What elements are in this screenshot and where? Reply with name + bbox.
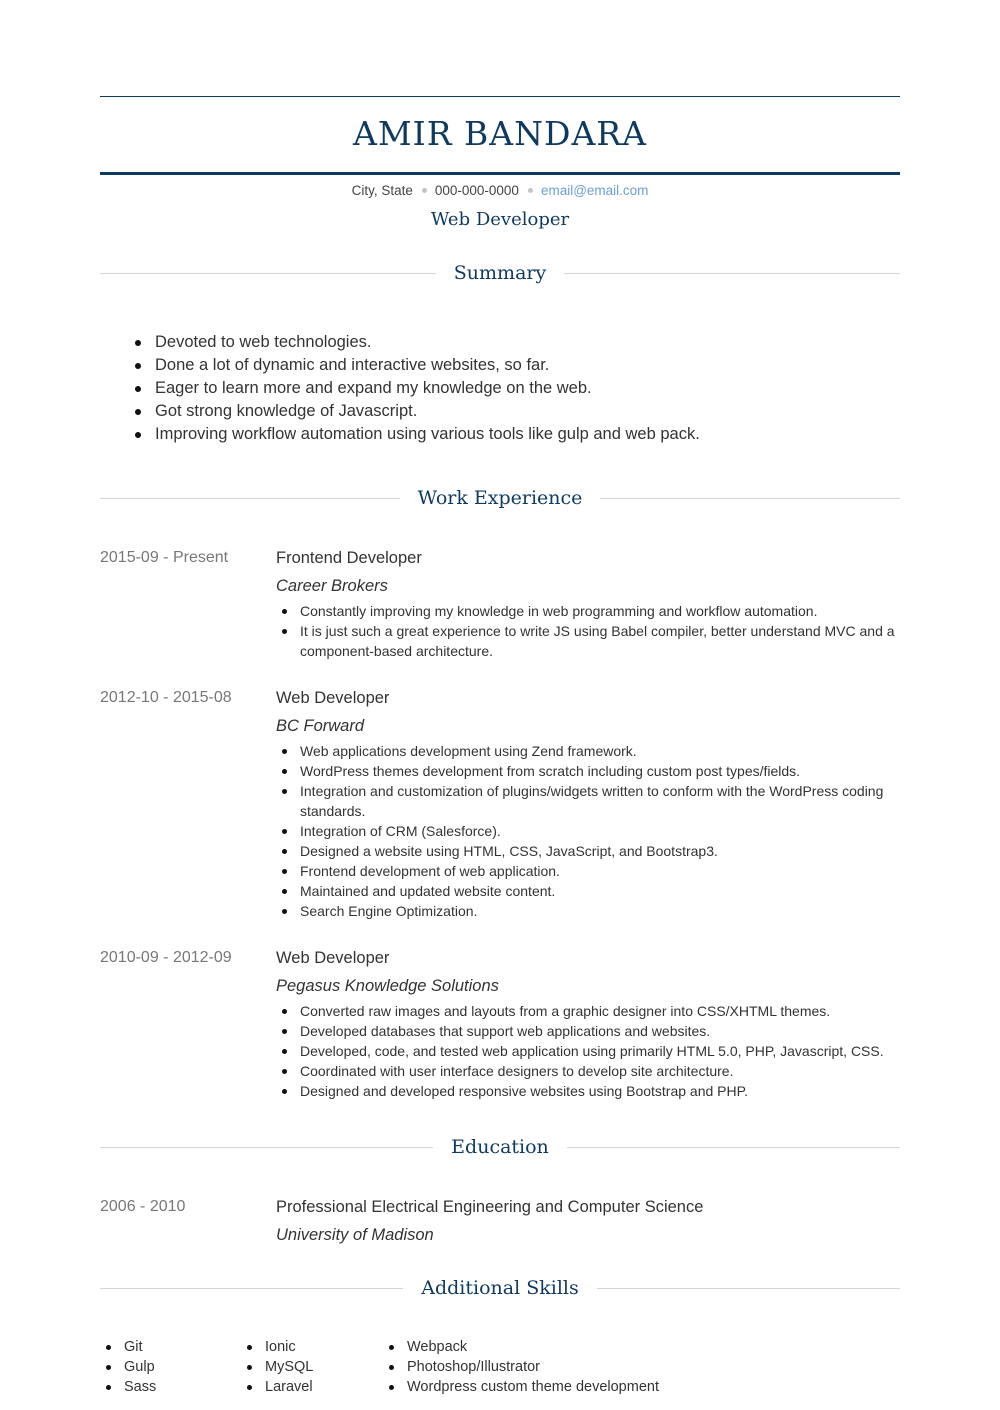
job-body <box>276 687 900 921</box>
name-divider <box>100 172 900 175</box>
skill-item: Git <box>100 1337 156 1357</box>
skills-column <box>241 1337 313 1397</box>
job-bullet: Developed, code, and tested web application using primarily HTML 5.0, PHP, Javascript, CSS. <box>276 1041 900 1061</box>
candidate-name: AMIR BANDARA <box>353 114 647 153</box>
skill-item: Webpack <box>383 1337 659 1357</box>
job-bullet: Frontend development of web application. <box>276 861 900 881</box>
contact-email-link[interactable]: email@email.com <box>540 183 649 198</box>
skills-column <box>100 1337 156 1397</box>
summary-section-header <box>100 259 900 287</box>
skill-item: Ionic <box>241 1337 313 1357</box>
job-bullet: WordPress themes development from scratch including custom post types/fields. <box>276 761 900 781</box>
skill-item: Photoshop/Illustrator <box>383 1357 659 1377</box>
job-bullets <box>276 1001 900 1101</box>
job-bullet: Designed a website using HTML, CSS, JavaScript, and Bootstrap3. <box>276 841 900 861</box>
job-bullet: Designed and developed responsive websites using Bootstrap and PHP. <box>276 1081 900 1101</box>
job-body <box>276 947 900 1101</box>
job-company: BC Forward <box>276 717 365 735</box>
job-role: Frontend Developer <box>276 549 422 567</box>
contact-phone: 000-000-0000 <box>434 183 519 198</box>
job-bullet: It is just such a great experience to write JS using Babel compiler, better understand MVC and a component-based architecture. <box>276 621 900 661</box>
summary-item: Done a lot of dynamic and interactive websites, so far. <box>155 354 700 377</box>
education-dates: 2006 - 2010 <box>100 1198 186 1215</box>
job-dates: 2012-10 - 2015-08 <box>100 689 232 706</box>
summary-heading: Summary <box>436 259 564 287</box>
job-bullet: Maintained and updated website content. <box>276 881 900 901</box>
job-body <box>276 547 900 661</box>
work-section-header <box>100 484 900 512</box>
skill-item: Laravel <box>241 1377 313 1397</box>
separator-dot <box>422 188 427 193</box>
work-heading: Work Experience <box>400 484 601 512</box>
top-divider <box>100 96 900 97</box>
job-bullet: Integration of CRM (Salesforce). <box>276 821 900 841</box>
job-company: Pegasus Knowledge Solutions <box>276 977 499 995</box>
summary-list <box>155 331 700 446</box>
skill-item: MySQL <box>241 1357 313 1377</box>
skill-item: Wordpress custom theme development <box>383 1377 659 1397</box>
separator-dot <box>528 188 533 193</box>
job-bullet: Converted raw images and layouts from a graphic designer into CSS/XHTML themes. <box>276 1001 900 1021</box>
skills-column <box>383 1337 659 1397</box>
job-bullet: Coordinated with user interface designers to develop site architecture. <box>276 1061 900 1081</box>
summary-item: Got strong knowledge of Javascript. <box>155 400 700 423</box>
education-body <box>276 1196 900 1246</box>
job-bullet: Constantly improving my knowledge in web programming and workflow automation. <box>276 601 900 621</box>
skills-heading: Additional Skills <box>403 1274 596 1302</box>
job-role: Web Developer <box>276 949 390 967</box>
skill-item: Sass <box>100 1377 156 1397</box>
job-bullet: Integration and customization of plugins/widgets written to conform with the WordPress coding standards. <box>276 781 900 821</box>
job-dates: 2015-09 - Present <box>100 549 229 566</box>
job-bullet: Developed databases that support web applications and websites. <box>276 1021 900 1041</box>
education-degree: Professional Electrical Engineering and Computer Science <box>276 1198 704 1216</box>
job-bullet: Web applications development using Zend framework. <box>276 741 900 761</box>
job-company: Career Brokers <box>276 577 388 595</box>
summary-item: Eager to learn more and expand my knowledge on the web. <box>155 377 700 400</box>
education-heading: Education <box>433 1133 567 1161</box>
skill-item: Gulp <box>100 1357 156 1377</box>
contact-line <box>100 182 900 200</box>
job-role: Web Developer <box>276 689 390 707</box>
contact-city: City, State <box>351 183 413 198</box>
job-bullets <box>276 741 900 921</box>
job-bullets <box>276 601 900 661</box>
job-dates: 2010-09 - 2012-09 <box>100 949 232 966</box>
summary-item: Devoted to web technologies. <box>155 331 700 354</box>
summary-item: Improving workflow automation using various tools like gulp and web pack. <box>155 423 700 446</box>
job-title: Web Developer <box>430 209 570 230</box>
education-school: University of Madison <box>276 1226 434 1244</box>
job-bullet: Search Engine Optimization. <box>276 901 900 921</box>
skills-section-header <box>100 1274 900 1302</box>
education-section-header <box>100 1133 900 1161</box>
